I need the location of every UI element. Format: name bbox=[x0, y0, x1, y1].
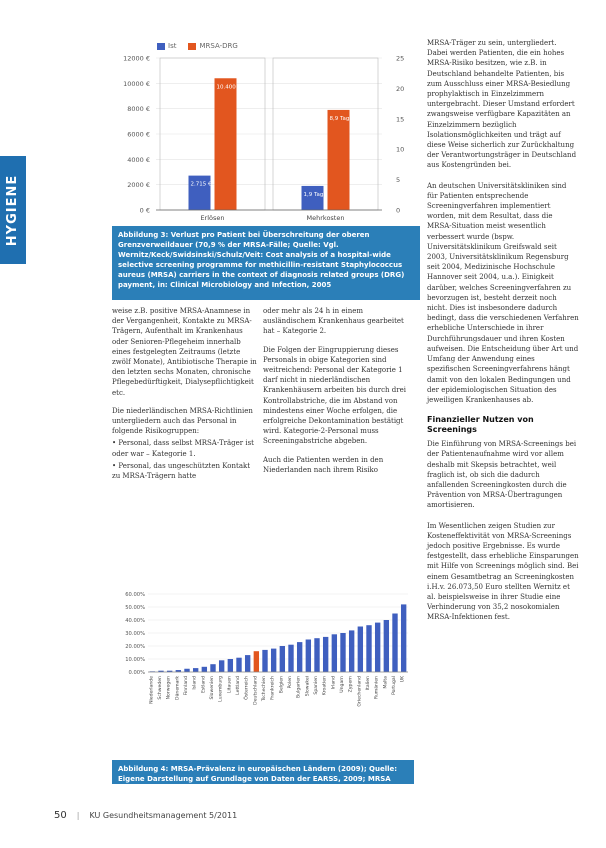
text-column-2 bbox=[263, 306, 415, 483]
figure-3-plot bbox=[112, 38, 420, 226]
bar bbox=[228, 659, 233, 672]
y2-tick-label: 0 bbox=[396, 206, 401, 215]
paragraph: Die Einführung von MRSA-Screenings bei der Patientenaufnahme wird vor allem deshalb mit Skepsis betrachtet, weil fraglich ist, ob sich die dadurch anfallenden Screeningkosten durch die Prävention von MRSA-Übertragungen amortisieren. bbox=[427, 440, 577, 510]
x-tick-label: Spanien bbox=[314, 676, 319, 695]
text-column-3 bbox=[427, 38, 579, 633]
bar bbox=[262, 650, 267, 672]
x-tick-label: Luxemburg bbox=[218, 676, 224, 702]
bar bbox=[219, 660, 224, 672]
x-tick-label: Erlösen bbox=[200, 214, 225, 222]
bar bbox=[288, 645, 293, 672]
x-tick-label: Ungarn bbox=[340, 676, 345, 693]
x-tick-label: Kroatien bbox=[322, 676, 328, 696]
y-tick-label: 50.00% bbox=[125, 605, 145, 611]
list-item: • Personal, dass selbst MRSA-Träger ist oder war – Kategorie 1. bbox=[112, 439, 254, 458]
footer-separator: | bbox=[76, 811, 80, 820]
bar-data-label: 2.715 € bbox=[190, 181, 212, 188]
paragraph: Die Folgen der Eingruppierung dieses Personals in obige Kategorien sind weitreichend: Personal der Kategorie 1 darf nicht in niederländischen Krankenhäusern arbeiten bis durch drei Kontrollabstriche, die im Abstand von mindestens einer Woche erfolgen, die erfolgreiche Dekontamination bestätigt wird. Kategorie-2-Personal muss Screeningabstriche abgeben. bbox=[263, 345, 406, 446]
y-tick-label: 12000 € bbox=[123, 54, 150, 63]
bar bbox=[193, 668, 198, 672]
bar bbox=[245, 655, 250, 672]
bar bbox=[323, 637, 328, 672]
y2-tick-label: 15 bbox=[396, 115, 405, 124]
bar bbox=[366, 625, 371, 672]
x-tick-label: UK bbox=[400, 676, 406, 683]
x-tick-label: Bulgarien bbox=[296, 676, 302, 698]
y-tick-label: 10.00% bbox=[125, 657, 145, 663]
bar bbox=[358, 627, 363, 673]
paragraph: oder mehr als 24 h in einem ausländischem Krankenhaus gearbeitet hat – Kategorie 2. bbox=[263, 307, 404, 336]
bar bbox=[375, 623, 380, 672]
x-tick-label: Portugal bbox=[392, 676, 397, 696]
bar bbox=[280, 646, 285, 672]
x-tick-label: Litauen bbox=[227, 676, 233, 694]
x-tick-label: Island bbox=[192, 676, 198, 690]
y-tick-label: 20.00% bbox=[125, 644, 145, 650]
x-tick-label: Slowakei bbox=[305, 676, 311, 697]
x-tick-label: Estland bbox=[201, 676, 207, 694]
section-heading: Finanzieller Nutzen von Screenings bbox=[427, 415, 534, 435]
bar bbox=[254, 651, 259, 672]
x-tick-label: Rumänien bbox=[374, 676, 380, 700]
x-tick-label: Griechenland bbox=[357, 676, 363, 707]
paragraph: Die niederländischen MRSA-Richtlinien untergliedern auch das Personal in folgende Risikogruppen: bbox=[112, 406, 253, 436]
page-footer bbox=[54, 810, 237, 821]
y-tick-label: 60.00% bbox=[125, 592, 145, 598]
figure-3-caption: Abbildung 3: Verlust pro Patient bei Überschreitung der oberen Grenzverweildauer (70,9 % der MRSA-Fälle; Quelle: Vgl. Wernitz/Keck/Swidsinski/Schulz/Veit: Cost analysis of a hospital-wide selective screening programme for methicillin-resistant Staphylococcus aureus (MRSA) carriers in the context of diagnosis related groups (DRG) payment, in: Clinical Microbiology and Infection, 2005 bbox=[112, 226, 420, 300]
bar bbox=[332, 634, 337, 672]
bar bbox=[215, 78, 237, 210]
figure-4-caption: Abbildung 4: MRSA-Prävalenz in europäischen Ländern (2009); Quelle: Eigene Darstellung auf Grundlage von Daten der EARSS, 2009; MRSA bbox=[112, 760, 414, 784]
y-tick-label: 6000 € bbox=[127, 130, 150, 139]
y2-tick-label: 20 bbox=[396, 84, 405, 93]
x-tick-label: Schweden bbox=[158, 676, 163, 700]
bar bbox=[328, 110, 350, 210]
paragraph: Im Wesentlichen zeigen Studien zur Kosteneffektivität von MRSA-Screenings jedoch positive Ergebnisse. Es wurde festgestellt, dass erhebliche Einsparungen mit Hilfe von Screenings möglich sind. Bei einem Gesamtbetrag an Screeningkosten i.H.v. 26.073,50 Euro stellten Wernitz et al. beispielsweise in ihrer Studie eine Verhinderung von 35,2 nosokomialen MRSA-Infektionen fest. bbox=[427, 521, 579, 622]
paragraph: MRSA-Träger zu sein, untergliedert. Dabei werden Patienten, die ein hohes MRSA-Risiko besitzen, wie z.B. in Deutschland behandelte Patienten, bis zum Ausschluss einer MRSA-Besiedlung prophylaktisch in Einzelzimmern untergebracht. Dieser Umstand erfordert zwangsweise verfügbare Kapazitäten an Einzelzimmern bezüglich Isolationsmöglichkeiten und trägt auf diese Weise sicherlich zur Zurückhaltung der Verantwortungsträger in Deutschland aus Kostengründen bei. bbox=[427, 39, 577, 170]
y-tick-label: 0 € bbox=[139, 206, 150, 215]
bar bbox=[314, 638, 319, 672]
bar bbox=[392, 614, 397, 673]
x-tick-label: Italien bbox=[366, 676, 371, 691]
bar bbox=[306, 640, 311, 673]
y-tick-label: 10000 € bbox=[123, 79, 150, 88]
x-tick-label: Slowenien bbox=[210, 676, 215, 700]
bar bbox=[184, 669, 189, 672]
bar bbox=[210, 664, 215, 672]
x-tick-label: Norwegen bbox=[166, 676, 172, 700]
bar bbox=[349, 630, 354, 672]
y-tick-label: 4000 € bbox=[127, 155, 150, 164]
legend-label-ist: Ist bbox=[168, 42, 177, 50]
paragraph: Auch die Patienten werden in den Niederlanden nach ihrem Risiko bbox=[263, 455, 384, 474]
x-tick-label: Mehrkosten bbox=[306, 214, 345, 222]
x-tick-label: Malta bbox=[383, 676, 389, 689]
x-tick-label: Polen bbox=[288, 676, 293, 689]
x-tick-label: Frankreich bbox=[270, 676, 276, 700]
section-tag: HYGIENE bbox=[0, 156, 26, 264]
y-tick-label: 30.00% bbox=[125, 631, 145, 637]
list-item: • Personal, das ungeschützten Kontakt zu MRSA-Trägern hatte bbox=[112, 461, 251, 481]
bar-data-label: 1,9 Tage bbox=[303, 191, 327, 198]
x-tick-label: Lettland bbox=[236, 676, 241, 695]
paragraph: weise z.B. positive MRSA-Anamnese in der Vergangenheit, Kontakte zu MRSA-Trägern, Aufenthalt im Krankenhaus oder Senioren-Pflegeheim innerhalb eines festgelegten Zeitraums (letzte zwölf Monate), Antibiotische Therapie in den letzten sechs Monaten, chronische Pflegebedürftigkeit, Dialysepflichtigkeit etc. bbox=[112, 307, 257, 397]
x-tick-label: Irland bbox=[331, 676, 337, 690]
y-tick-label: 2000 € bbox=[127, 181, 150, 190]
y2-tick-label: 10 bbox=[396, 145, 405, 154]
x-tick-label: Dänemark bbox=[175, 676, 181, 700]
x-tick-label: Österreich bbox=[244, 676, 250, 700]
bar bbox=[340, 633, 345, 672]
x-tick-label: Finnland bbox=[184, 676, 189, 696]
y-tick-label: 0.00% bbox=[128, 670, 145, 676]
bar bbox=[384, 620, 389, 672]
y-tick-label: 8000 € bbox=[127, 105, 150, 114]
bar bbox=[297, 642, 302, 672]
bar bbox=[202, 667, 207, 672]
figure-4-chart bbox=[112, 586, 414, 762]
x-tick-label: Tschechien bbox=[262, 676, 267, 702]
bar bbox=[401, 604, 406, 672]
bar bbox=[302, 186, 324, 210]
bar bbox=[236, 658, 241, 672]
text-column-1 bbox=[112, 306, 257, 489]
bar-data-label: 10.400 € bbox=[216, 84, 241, 91]
journal-name: KU Gesundheitsmanagement 5/2011 bbox=[89, 811, 238, 820]
bar-data-label: 8,9 Tage bbox=[329, 115, 353, 122]
page-number: 50 bbox=[54, 810, 67, 821]
paragraph: An deutschen Universitätskliniken sind für Patienten entsprechende Screeningverfahren implementiert worden, mit dem Resultat, dass die MRSA-Situation meist wesentlich verbessert wurde (bspw. Universitätsklinikum Greifswald seit 2003, Universitätsklinikum Regensburg seit 2004, Medizinische Hochschule Hannover seit 2004, u.a.). Einigkeit darüber, welches Screeningverfahren zu bevorzugen ist, besteht derzeit noch nicht. Dies ist insbesondere dadurch bedingt, dass die verschiedenen Verfahren erhebliche Unterschiede in ihrer Durchführungsdauer und ihren Kosten aufweisen. Die Entscheidung über Art und Umfang der Anwendung eines spezifischen Screeningverfahrens hängt damit von den lokalen Bedingungen und der epidemiologischen Situation des jeweiligen Krankenhauses ab. bbox=[427, 181, 579, 404]
figure-4-plot bbox=[112, 586, 414, 762]
x-tick-label: Deutschland bbox=[253, 676, 259, 705]
y2-tick-label: 25 bbox=[396, 54, 405, 63]
x-tick-label: Zypern bbox=[348, 676, 354, 693]
y-tick-label: 40.00% bbox=[125, 618, 145, 624]
x-tick-label: Niederlande bbox=[149, 676, 155, 704]
x-tick-label: Belgien bbox=[279, 676, 285, 694]
y2-tick-label: 5 bbox=[396, 176, 401, 185]
bar bbox=[271, 649, 276, 672]
legend-label-mrsa: MRSA-DRG bbox=[199, 42, 238, 50]
